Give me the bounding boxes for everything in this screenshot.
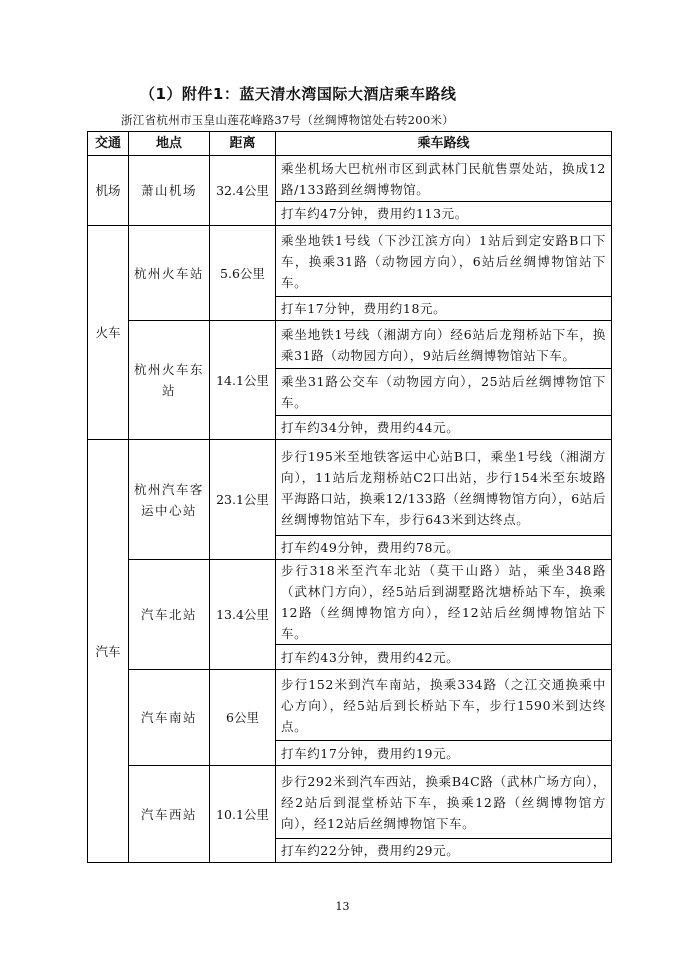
route-cell: 步行318米至汽车北站（莫干山路）站，乘坐348路（武林门方向），经5站后到湖墅路沈塘桥站下车，换乘12路（丝绸博物馆方向），经12站后丝绸博物馆站下车。	[276, 560, 612, 645]
route-cell: 乘坐地铁1号线（湘湖方向）经6站后龙翔桥站下车，换乘31路（动物园方向），9站后丝绸博物馆站下车。	[276, 321, 612, 369]
route-cell: 步行195米至地铁客运中心站B口，乘坐1号线（湘湖方向），11站后龙翔桥站C2口出站，步行154米至东坡路平海路口站，换乘12/133路（丝绸博物馆方向），6站后丝绸博物馆站下车，步行643米到达终点。	[276, 440, 612, 536]
route-cell: 打车17分钟，费用约18元。	[276, 297, 612, 321]
place-cell: 杭州火车东站	[129, 321, 210, 440]
route-cell: 乘坐机场大巴杭州市区到武林门民航售票处站，换成12路/133路到丝绸博物馆。	[276, 156, 612, 202]
page-number: 13	[335, 900, 350, 913]
distance-cell: 10.1公里	[210, 766, 276, 863]
place-cell: 杭州火车站	[129, 226, 210, 321]
place-cell: 杭州汽车客运中心站	[129, 440, 210, 560]
distance-cell: 13.4公里	[210, 560, 276, 670]
route-cell: 打车约34分钟，费用约44元。	[276, 416, 612, 440]
table-header-row	[88, 132, 612, 156]
route-cell: 打车约47分钟，费用约113元。	[276, 202, 612, 226]
distance-cell: 14.1公里	[210, 321, 276, 440]
place-cell: 萧山机场	[129, 156, 210, 226]
header-distance: 距离	[210, 132, 276, 156]
route-cell: 打车约22分钟，费用约29元。	[276, 839, 612, 863]
route-cell: 打车约49分钟，费用约78元。	[276, 536, 612, 560]
table-row	[88, 156, 612, 202]
mode-cell: 机场	[88, 156, 129, 226]
header-route: 乘车路线	[276, 132, 612, 156]
route-table	[87, 131, 612, 863]
route-cell: 乘坐31路公交车（动物园方向），25站后丝绸博物馆下车。	[276, 369, 612, 416]
distance-cell: 23.1公里	[210, 440, 276, 560]
mode-cell: 汽车	[88, 440, 129, 863]
header-mode: 交通	[88, 132, 129, 156]
table-row	[88, 560, 612, 645]
table-row	[88, 321, 612, 369]
place-cell: 汽车西站	[129, 766, 210, 863]
table-row	[88, 670, 612, 741]
distance-cell: 32.4公里	[210, 156, 276, 226]
header-place: 地点	[129, 132, 210, 156]
table-row	[88, 440, 612, 536]
place-cell: 汽车南站	[129, 670, 210, 766]
hotel-address: 浙江省杭州市玉皇山莲花峰路37号（丝绸博物馆处右转200米）	[121, 113, 455, 127]
route-cell: 步行292米到汽车西站，换乘B4C路（武林广场方向），经2站后到混堂桥站下车，换乘12路（丝绸博物馆方向），经12站后丝绸博物馆下车。	[276, 766, 612, 839]
section-heading: （1）附件1：蓝天清水湾国际大酒店乘车路线	[140, 85, 457, 103]
route-cell: 打车约43分钟，费用约42元。	[276, 645, 612, 670]
distance-cell: 6公里	[210, 670, 276, 766]
table-row	[88, 226, 612, 297]
place-cell: 汽车北站	[129, 560, 210, 670]
route-cell: 打车约17分钟，费用约19元。	[276, 741, 612, 766]
mode-cell: 火车	[88, 226, 129, 440]
distance-cell: 5.6公里	[210, 226, 276, 321]
table-row	[88, 766, 612, 839]
route-cell: 乘坐地铁1号线（下沙江滨方向）1站后到定安路B口下车，换乘31路（动物园方向），6站后丝绸博物馆站下车。	[276, 226, 612, 297]
route-cell: 步行152米到汽车南站，换乘334路（之江交通换乘中心方向），经5站后到长桥站下车，步行1590米到达终点。	[276, 670, 612, 741]
